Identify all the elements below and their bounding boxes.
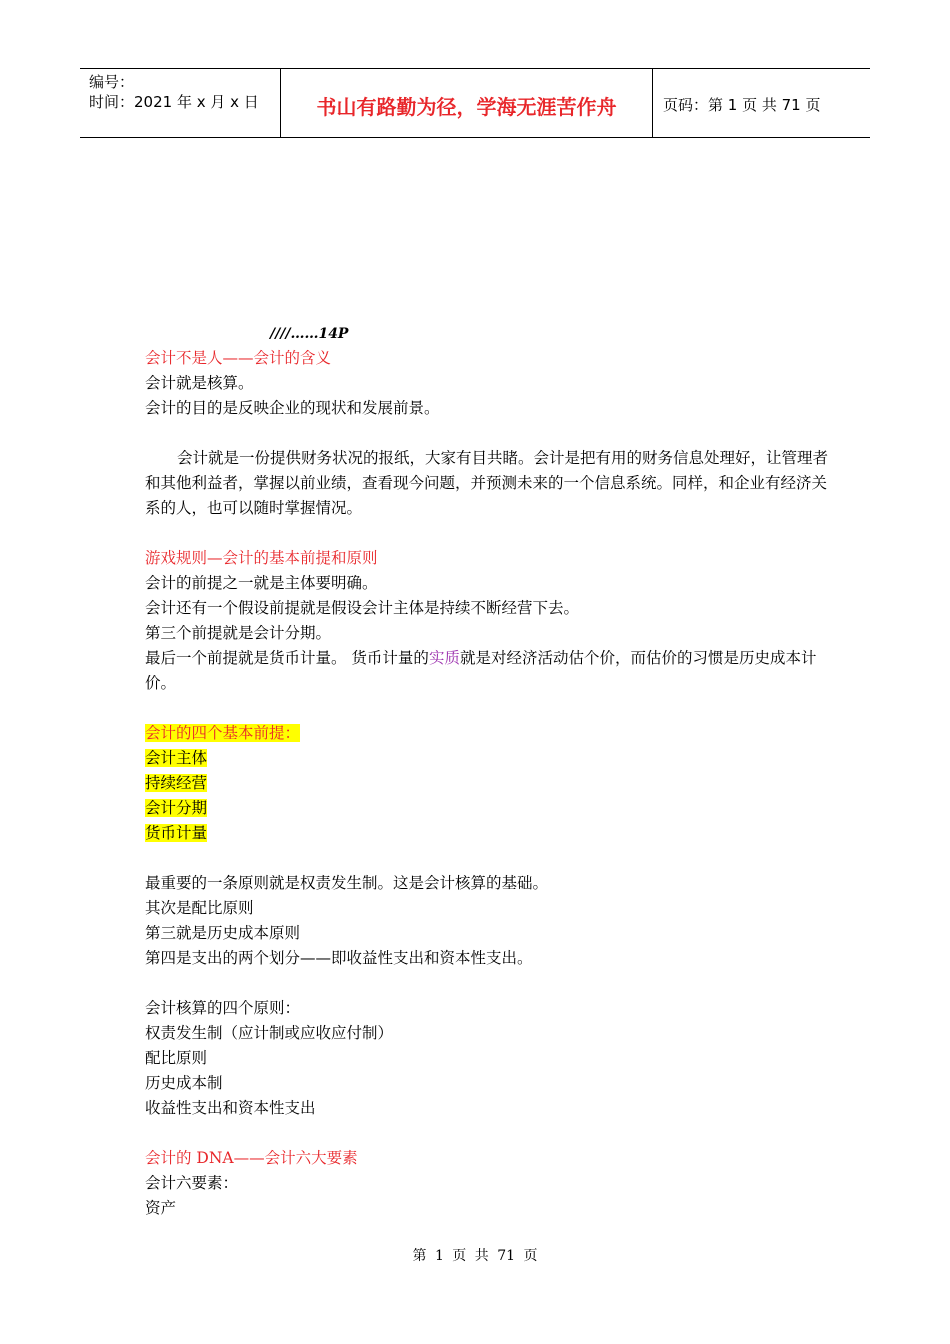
header-meta bbox=[80, 69, 280, 137]
page-header bbox=[80, 68, 870, 138]
list-item: 货币计量 bbox=[145, 824, 208, 842]
subtitle: ////……14P bbox=[270, 326, 349, 342]
section-heading-premises bbox=[145, 721, 835, 746]
highlighted-heading: 会计的四个基本前提： bbox=[145, 724, 301, 742]
list-item: 权责发生制（应计制或应收应付制） bbox=[145, 1024, 394, 1042]
paragraph-line: 第四是支出的两个划分——即收益性支出和资本性支出。 bbox=[145, 949, 533, 967]
list-item: 收益性支出和资本性支出 bbox=[145, 1099, 316, 1117]
list-item: 持续经营 bbox=[145, 774, 208, 792]
paragraph-line: 其次是配比原则 bbox=[145, 899, 254, 917]
list-item: 会计分期 bbox=[145, 799, 208, 817]
section-heading-dna: 会计的 DNA——会计六大要素 bbox=[145, 1149, 358, 1167]
paragraph-line: 第三个前提就是会计分期。 bbox=[145, 624, 332, 642]
paragraph-line: 资产 bbox=[145, 1199, 177, 1217]
header-page-label: 页码：第 1 页 共 71 页 bbox=[663, 95, 821, 114]
paragraph-line: 最重要的一条原则就是权责发生制。这是会计核算的基础。 bbox=[145, 874, 549, 892]
time-label: 时间：2021 年 x 月 x 日 bbox=[89, 93, 259, 111]
list-item: 配比原则 bbox=[145, 1049, 208, 1067]
paragraph-currency bbox=[145, 646, 835, 696]
section-heading-rules: 游戏规则—会计的基本前提和原则 bbox=[145, 549, 378, 567]
text-run: 最后一个前提就是货币计量。 货币计量的 bbox=[145, 649, 429, 667]
paragraph-line: 会计的前提之一就是主体要明确。 bbox=[145, 574, 378, 592]
paragraph-line: 第三就是历史成本原则 bbox=[145, 924, 301, 942]
number-label: 编号： bbox=[89, 73, 135, 91]
paragraph-newspaper: 会计就是一份提供财务状况的报纸，大家有目共睹。会计是把有用的财务信息处理好，让管理者和其他利益者，掌握以前业绩，查看现今问题，并预测未来的一个信息系统。同样，和企业有经济关系的人，也可以随时掌握情况。 bbox=[145, 449, 829, 517]
text-run: 就是对经济活动估个价，而估价的习惯是历史成本计价。 bbox=[145, 649, 817, 692]
highlight-word: 实质 bbox=[428, 649, 460, 667]
paragraph-line: 会计六要素： bbox=[145, 1174, 239, 1192]
page-footer: 第 1 页 共 71 页 bbox=[412, 1248, 538, 1264]
section-heading-principles: 会计核算的四个原则： bbox=[145, 999, 301, 1017]
list-item: 会计主体 bbox=[145, 749, 208, 767]
list-item: 历史成本制 bbox=[145, 1074, 223, 1092]
paragraph-line: 会计的目的是反映企业的现状和发展前景。 bbox=[145, 399, 440, 417]
paragraph-line: 会计就是核算。 bbox=[145, 374, 254, 392]
section-heading-meaning: 会计不是人——会计的含义 bbox=[145, 349, 332, 367]
document-body bbox=[145, 322, 835, 1221]
header-motto: 书山有路勤为径，学海无涯苦作舟 bbox=[280, 69, 653, 137]
paragraph-line: 会计还有一个假设前提就是假设会计主体是持续不断经营下去。 bbox=[145, 599, 580, 617]
